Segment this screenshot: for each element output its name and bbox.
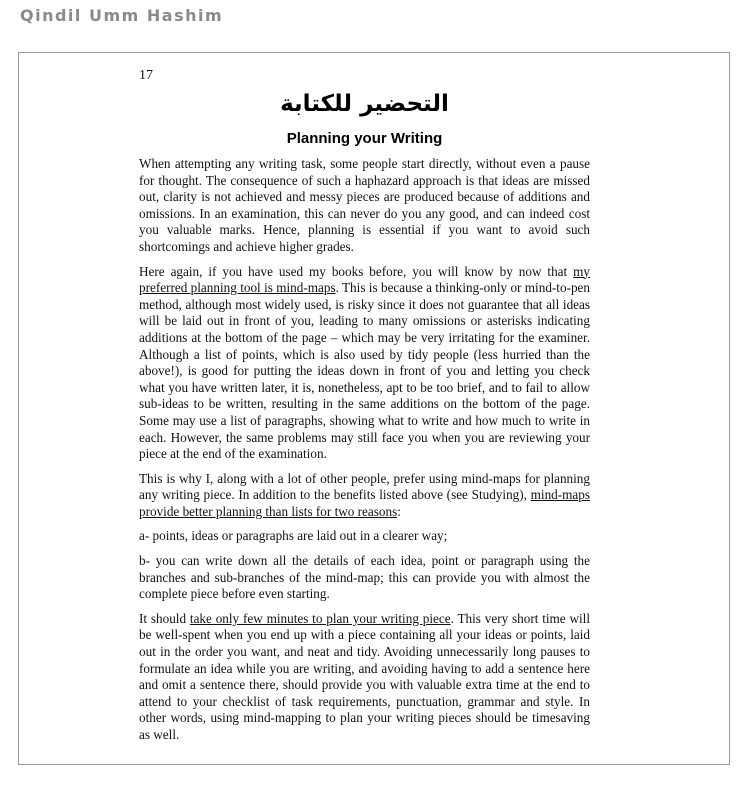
- paragraph-text: Here again, if you have used my books before, you will know by now that: [139, 263, 574, 279]
- paragraph-text: . This is because a thinking-only or mind-to-pen method, although most widely used, is risky since it does not guarantee that all ideas will be laid out in front of you, leading to many omissions or asterisks indicating additions at the bottom of the page – which may be very irritating for the examiner. Although a list of points, which is also used by tidy people (less hurried than the above!), is good for putting the ideas down in front of you and letting you check what you have written later, it is, nonetheless, apt to be too brief, and to fail to allow sub-ideas to be written, resulting in the same additions on the bottom of the page. Some may use a list of paragraphs, showing what to write and how much to write in each. However, the same problems may still face you when you are reviewing your piece at the end of the examination.: [139, 280, 590, 462]
- reason-a: a- points, ideas or paragraphs are laid out in a clearer way;: [139, 528, 448, 544]
- document-page: [18, 52, 730, 765]
- english-title: Planning your Writing: [286, 130, 443, 147]
- paragraph-mind-maps: [139, 264, 590, 463]
- underlined-phrase: take only few minutes to plan your writing piece: [189, 610, 451, 626]
- reason-b: b- you can write down all the details of each idea, point or paragraph using the branches and sub-branches of the mind-map; this can provide you with almost the complete piece before even starting.: [139, 553, 590, 602]
- paragraph-text: This is why I, along with a lot of other people, prefer using mind-maps for planning any writing piece. In addition to the benefits listed above (see Studying),: [139, 470, 590, 503]
- paragraph-intro: When attempting any writing task, some people start directly, without even a pause for thought. The consequence of such a haphazard approach is that ideas are missed out, clarity is not achieved and messy pieces are produced because of additions and omissions. In an examination, this can never do you any good, and can indeed cost you valuable marks. Hence, planning is essential if you want to avoid such shortcomings and achieve higher grades.: [139, 156, 590, 254]
- underlined-phrase: mind-maps provide better planning than lists for two reasons: [139, 487, 590, 519]
- arabic-title: التحضير للكتابة: [280, 91, 449, 117]
- body-text: [139, 156, 590, 752]
- paragraph-text: :: [397, 503, 401, 519]
- site-title: Qindil Umm Hashim: [20, 6, 224, 25]
- page-number: 17: [139, 68, 153, 83]
- paragraph-reasons: [139, 471, 590, 521]
- paragraph-time: [139, 611, 590, 744]
- underlined-phrase: my preferred planning tool is mind-maps: [139, 263, 590, 296]
- paragraph-text: It should: [139, 610, 190, 626]
- paragraph-text: . This very short time will be well-spent when you end up with a piece containing all your ideas or points, laid out in the order you want, and neat and tidy. Avoiding unnecessarily long pauses to formulate an idea while you are writing, and avoiding having to add a sentence here and omit a sentence there, should provide you with valuable extra time at the end to attend to your checklist of task requirements, punctuation, grammar and style. In other words, using mind-mapping to plan your writing pieces should be timesaving as well.: [139, 610, 591, 742]
